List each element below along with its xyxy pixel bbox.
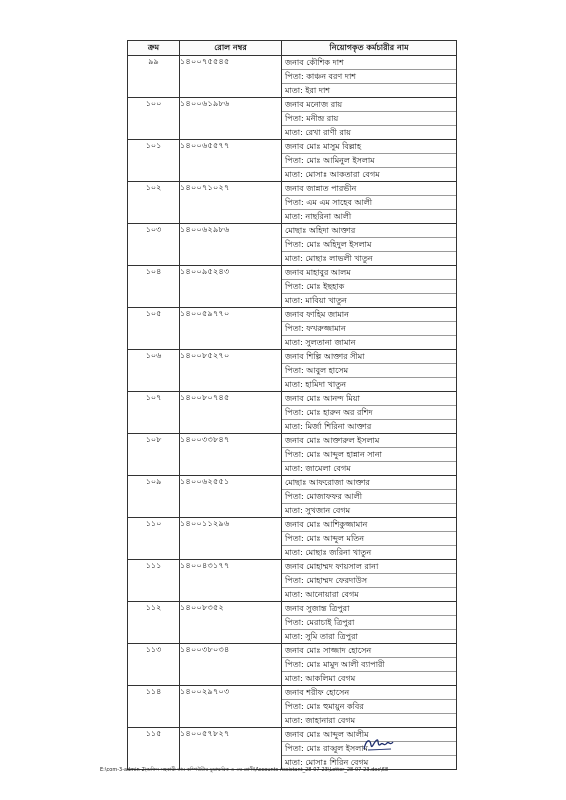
appointee-name: মোছাঃ আফরোজা আক্তার bbox=[282, 476, 456, 490]
serial-cell: ১১৩ bbox=[128, 644, 180, 686]
father-name: পিতা: আবুল হাসেম bbox=[282, 364, 456, 378]
mother-name: মাতা: রেখা রাণী রায় bbox=[285, 128, 351, 137]
appointee-details-cell bbox=[282, 518, 457, 560]
mother-name: মাতা: মোছাঃ জরিনা খাতুন bbox=[285, 548, 372, 557]
table-row bbox=[128, 392, 457, 434]
serial-cell: ১১১ bbox=[128, 560, 180, 602]
father-name: পিতা: মোঃ আমিনুল ইসলাম bbox=[282, 154, 456, 168]
appointee-details-cell bbox=[282, 644, 457, 686]
table-row bbox=[128, 308, 457, 350]
mother-name: মাতা: মোছাঃ লাভলী খাতুন bbox=[285, 254, 373, 263]
father-name: পিতা: এম এম সাহেব আলী bbox=[282, 196, 456, 210]
mother-name: মাতা: সুলতানা জামান bbox=[285, 338, 356, 347]
mother-name: মাতা: জামেলা বেগম bbox=[285, 464, 351, 473]
appointee-details-cell bbox=[282, 308, 457, 350]
serial-cell: ১০৩ bbox=[128, 224, 180, 266]
roll-number-cell: ১৪০০৬১৯৮৬ bbox=[180, 98, 282, 140]
roll-number-cell: ১৪০০৭১০২৭ bbox=[180, 182, 282, 224]
roll-number-cell: ১৪০০৬২৫৫১ bbox=[180, 476, 282, 518]
father-name: পিতা: মোঃ আব্দুল মতিন bbox=[282, 532, 456, 546]
father-name: পিতা: মোহাম্মদ ফেরদাউস bbox=[282, 574, 456, 588]
mother-name: মাতা: হামিদা খাতুন bbox=[285, 380, 346, 389]
appointee-details-cell bbox=[282, 224, 457, 266]
roll-number-cell: ১৪০০৩৩৮৪৭ bbox=[180, 434, 282, 476]
appointee-name: জনাব ফাহিম জামান bbox=[282, 308, 456, 322]
appointee-details-cell bbox=[282, 602, 457, 644]
father-name: পিতা: মেরাচাই ত্রিপুরা bbox=[282, 616, 456, 630]
table-row bbox=[128, 56, 457, 98]
appointee-name: জনাব মনোজ রায় bbox=[282, 98, 456, 112]
serial-cell: ১০০ bbox=[128, 98, 180, 140]
table-row bbox=[128, 434, 457, 476]
appointee-details-cell bbox=[282, 182, 457, 224]
mother-name: মাতা: নাছরিনা আলী bbox=[285, 212, 352, 221]
appointee-name-header: নিয়োগকৃত কর্মচারীর নাম bbox=[282, 41, 457, 56]
table-row bbox=[128, 728, 457, 770]
father-name: পিতা: মোঃ আব্দুল হান্নান সানা bbox=[282, 448, 456, 462]
roll-number-cell: ১৪০০৬৫৫৭৭ bbox=[180, 140, 282, 182]
mother-name: মাতা: আকলিমা বেগম bbox=[285, 674, 356, 683]
appointee-name: জনাব মোঃ আনন্দ মিয়া bbox=[282, 392, 456, 406]
roll-number-cell: ১৪০০৫৯৭৭০ bbox=[180, 308, 282, 350]
table-row bbox=[128, 266, 457, 308]
roll-number-cell: ১৪০০৯৫২৪৩ bbox=[180, 266, 282, 308]
roll-number-cell: ১৪০০২৯৭০৩ bbox=[180, 686, 282, 728]
appointee-details-cell bbox=[282, 266, 457, 308]
appointee-details-cell bbox=[282, 560, 457, 602]
table-row bbox=[128, 644, 457, 686]
table-row bbox=[128, 476, 457, 518]
mother-name: মাতা: আনোয়ারা বেগম bbox=[285, 590, 359, 599]
table-body bbox=[128, 56, 457, 770]
mother-name: মাতা: জাহানারা বেগম bbox=[285, 716, 356, 725]
table-header-row bbox=[128, 41, 457, 56]
serial-cell: ৯৯ bbox=[128, 56, 180, 98]
serial-header: ক্রম bbox=[128, 41, 180, 56]
appointee-name: জনাব শরীফ হোসেন bbox=[282, 686, 456, 700]
father-name: পিতা: মোঃ ইছহাক bbox=[282, 280, 456, 294]
father-name: পিতা: মোঃ মামুদ আলী ব্যাপারী bbox=[282, 658, 456, 672]
appointee-details-cell bbox=[282, 350, 457, 392]
appointee-name: মোছাঃ অহিদা আক্তার bbox=[282, 224, 456, 238]
father-name: পিতা: মনীন্দ্র রায় bbox=[282, 112, 456, 126]
appointee-name: জনাব মোঃ সাজ্জাদ হোসেন bbox=[282, 644, 456, 658]
roll-number-cell: ১৪০০৮৫২৭০ bbox=[180, 350, 282, 392]
appointee-details-cell bbox=[282, 56, 457, 98]
appointee-name: জনাব জান্নাত পারভীন bbox=[282, 182, 456, 196]
appointee-table bbox=[127, 40, 457, 770]
serial-cell: ১১৪ bbox=[128, 686, 180, 728]
father-name: পিতা: কাঞ্চন বরণ দাশ bbox=[282, 70, 456, 84]
mother-name: মাতা: মির্জা শিরিনা আক্তার bbox=[285, 422, 372, 431]
serial-cell: ১১০ bbox=[128, 518, 180, 560]
father-name: পিতা: ফখরুজ্জামান bbox=[282, 322, 456, 336]
appointee-name: জনাব সুজান্ত ত্রিপুরা bbox=[282, 602, 456, 616]
appointee-details-cell bbox=[282, 392, 457, 434]
mother-name: মাতা: মোসাঃ শিরিন বেগম bbox=[285, 758, 369, 767]
serial-cell: ১০৬ bbox=[128, 350, 180, 392]
table-row bbox=[128, 98, 457, 140]
serial-cell: ১১২ bbox=[128, 602, 180, 644]
roll-number-cell: ১৪০০৮০৭৪৫ bbox=[180, 392, 282, 434]
father-name: পিতা: মোঃ অহিদুল ইসলাম bbox=[282, 238, 456, 252]
appointee-details-cell bbox=[282, 686, 457, 728]
roll-number-header: রোল নম্বর bbox=[180, 41, 282, 56]
appointee-name: জনাব মোঃ আব্দুল আলীম bbox=[282, 728, 456, 742]
appointee-name: জনাব মোঃ আশিকুজ্জামান bbox=[282, 518, 456, 532]
serial-cell: ১০৫ bbox=[128, 308, 180, 350]
table-row bbox=[128, 518, 457, 560]
appointee-details-cell bbox=[282, 98, 457, 140]
table-row bbox=[128, 140, 457, 182]
father-name: পিতা: মোঃ হারুন অর রশিদ bbox=[282, 406, 456, 420]
mother-name: মাতা: মোসাঃ আকতারা বেগম bbox=[285, 170, 380, 179]
serial-cell: ১০৪ bbox=[128, 266, 180, 308]
signature-mark bbox=[362, 734, 396, 754]
roll-number-cell: ১৪০০১১২৯৬ bbox=[180, 518, 282, 560]
roll-number-cell: ১৪০০৪৩১৭৭ bbox=[180, 560, 282, 602]
roll-number-cell: ১৪০০৮৩৫২ bbox=[180, 602, 282, 644]
table-row bbox=[128, 350, 457, 392]
table-row bbox=[128, 602, 457, 644]
appointee-details-cell bbox=[282, 434, 457, 476]
serial-cell: ১০৯ bbox=[128, 476, 180, 518]
serial-cell: ১০৭ bbox=[128, 392, 180, 434]
table-row bbox=[128, 686, 457, 728]
father-name: পিতা: মোঃ হুমায়ুন কবির bbox=[282, 700, 456, 714]
appointee-name: জনাব কৌশিক দাশ bbox=[282, 56, 456, 70]
table-row bbox=[128, 560, 457, 602]
mother-name: মাতা: ইরা দাশ bbox=[285, 86, 331, 95]
father-name: পিতা: মোঃ রাব্বুল ইসলাম bbox=[282, 742, 456, 756]
table-row bbox=[128, 224, 457, 266]
appointee-details-cell bbox=[282, 476, 457, 518]
mother-name: মাতা: সুখজান বেগম bbox=[285, 506, 351, 515]
appointee-name: জনাব মোঃ আক্তারুল ইসলাম bbox=[282, 434, 456, 448]
appointee-name: জনাব শিল্পি আক্তার সীমা bbox=[282, 350, 456, 364]
mother-name: মাতা: মাবিয়া খাতুন bbox=[285, 296, 347, 305]
roll-number-cell: ১৪০০৭৫৫৪৫ bbox=[180, 56, 282, 98]
table-row bbox=[128, 182, 457, 224]
appointee-name: জনাব মোঃ মাসুম বিল্লাহ bbox=[282, 140, 456, 154]
roll-number-cell: ১৪০০৫৭৮২৭ bbox=[180, 728, 282, 770]
appointee-details-cell bbox=[282, 140, 457, 182]
file-path-footer: E:\com-3-admin-2\অফিস সহকারী কাম কম্পিউটার মুদ্রাক্ষরিক ও ৩য় শ্রেণী\Accounts Assistant_28-07-23\Letter_28-07-23.doc\68 bbox=[100, 767, 389, 773]
roll-number-cell: ১৪০০৬২৯৮৬ bbox=[180, 224, 282, 266]
appointee-name: জনাব মাহাবুর আলম bbox=[282, 266, 456, 280]
serial-cell: ১০১ bbox=[128, 140, 180, 182]
mother-name: মাতা: সুমি তারা ত্রিপুরা bbox=[285, 632, 358, 641]
serial-cell: ১১৫ bbox=[128, 728, 180, 770]
serial-cell: ১০৮ bbox=[128, 434, 180, 476]
appointee-name: জনাব মোহাম্মদ ফায়সাল রানা bbox=[282, 560, 456, 574]
roll-number-cell: ১৪০০৩৮০৩৪ bbox=[180, 644, 282, 686]
father-name: পিতা: মোজাফফর আলী bbox=[282, 490, 456, 504]
serial-cell: ১০২ bbox=[128, 182, 180, 224]
